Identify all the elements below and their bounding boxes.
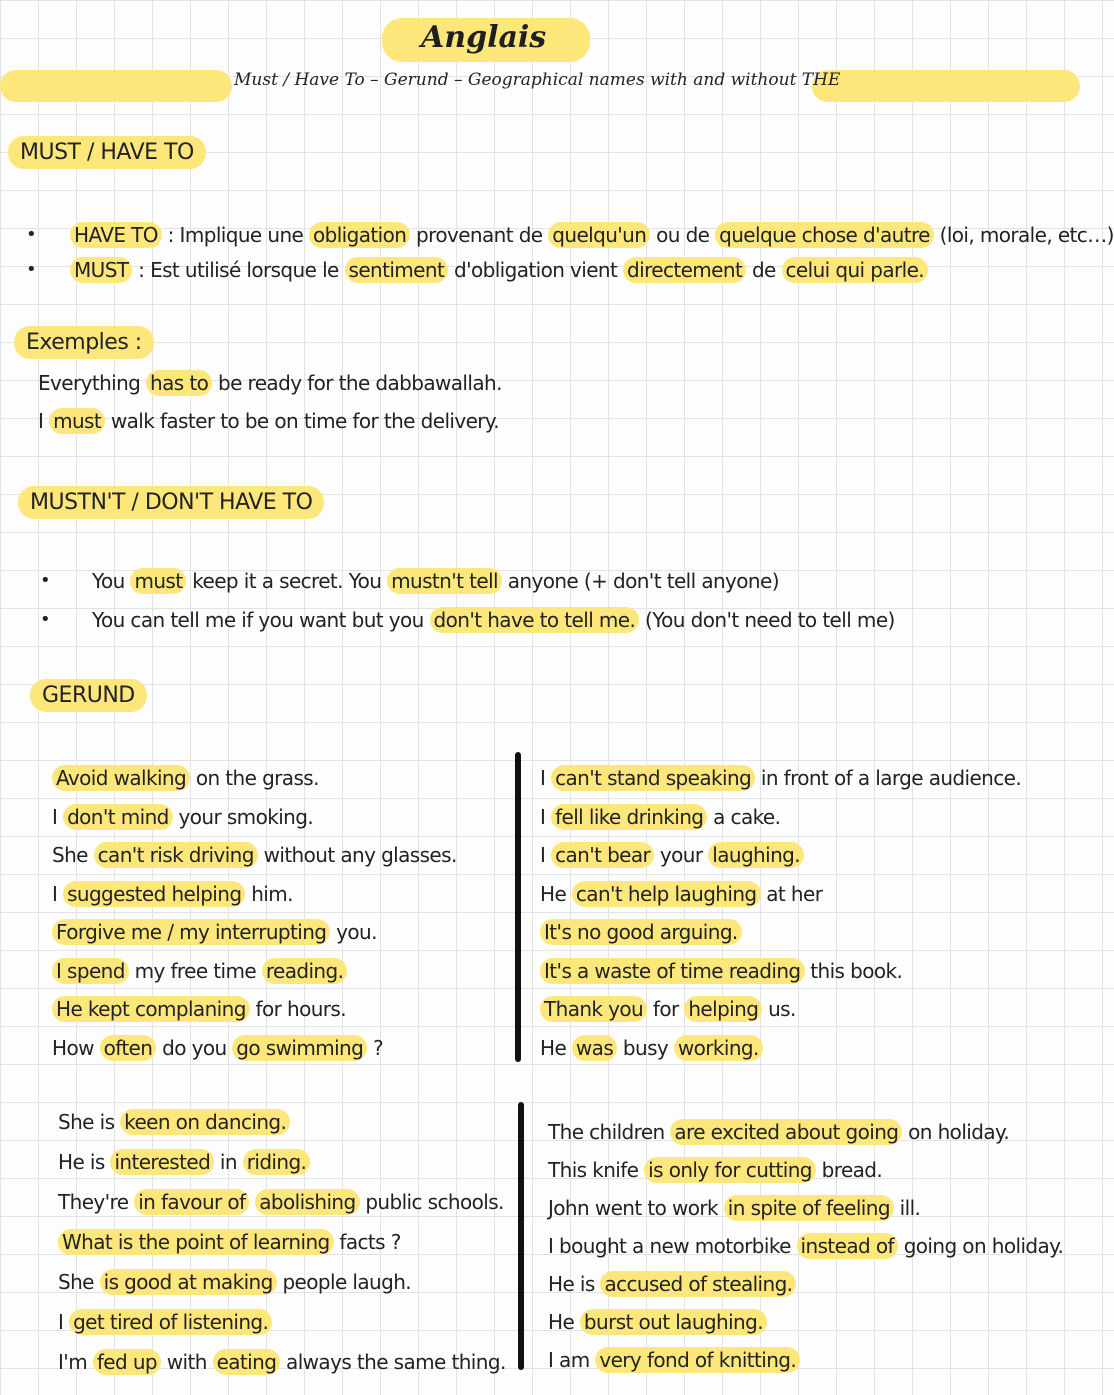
highlighted-text: get tired of listening. xyxy=(69,1309,272,1335)
text-segment: d'obligation vient xyxy=(448,258,624,282)
gerund-example-line xyxy=(540,920,742,944)
highlighted-text: What is the point of learning xyxy=(58,1229,334,1255)
highlighted-text: accused of stealing. xyxy=(600,1271,796,1297)
text-segment: He xyxy=(540,881,572,906)
highlighted-text: abolishing xyxy=(255,1189,359,1215)
text-segment: Everything xyxy=(38,371,147,395)
highlighted-text: has to xyxy=(146,370,212,396)
highlighted-text: in favour of xyxy=(134,1189,249,1215)
text-segment: ? xyxy=(367,1035,383,1060)
gerund-example-line xyxy=(52,882,293,906)
gerund-example-line xyxy=(540,843,804,867)
highlighted-text: HAVE TO xyxy=(70,222,162,248)
text-segment: ou de xyxy=(650,223,716,247)
highlighted-text: MUST xyxy=(70,257,132,283)
text-segment: facts ? xyxy=(333,1230,401,1254)
gerund-example-line xyxy=(540,766,1021,790)
text-segment: on holiday. xyxy=(902,1120,1010,1144)
highlighted-text: can't risk driving xyxy=(94,842,258,868)
gerund-example-line xyxy=(58,1310,272,1334)
highlighted-text: It's a waste of time reading xyxy=(540,958,805,984)
highlighted-text: suggested helping xyxy=(63,881,245,907)
text-segment: people laugh. xyxy=(276,1270,412,1294)
text-segment: for xyxy=(647,997,685,1021)
highlighted-text: in spite of feeling xyxy=(724,1195,894,1221)
text-segment: You xyxy=(92,569,131,593)
bullet-dot: • xyxy=(26,259,37,280)
example-line xyxy=(38,371,502,395)
highlighted-text: Forgive me / my interrupting xyxy=(52,919,330,945)
bullet-dot: • xyxy=(40,570,51,591)
highlighted-text: I spend xyxy=(52,958,129,984)
text-segment: us. xyxy=(762,997,796,1021)
highlighted-text: fed up xyxy=(93,1349,161,1375)
gerund-example-line xyxy=(58,1270,411,1294)
text-segment: on the grass. xyxy=(190,766,319,790)
section-heading-label: GERUND xyxy=(30,679,147,712)
text-segment: She xyxy=(58,1270,100,1294)
highlighted-text: can't help laughing xyxy=(572,881,761,907)
gerund-example-line xyxy=(548,1310,767,1334)
text-segment: walk faster to be on time for the delivery. xyxy=(105,409,500,433)
text-segment: I'm xyxy=(58,1350,93,1374)
highlighted-text: burst out laughing. xyxy=(580,1309,767,1335)
text-segment: be ready for the dabbawallah. xyxy=(212,371,502,395)
gerund-example-line xyxy=(548,1348,800,1372)
highlighted-text: instead of xyxy=(797,1233,898,1259)
text-segment: They're xyxy=(58,1190,135,1214)
text-segment: I am xyxy=(548,1348,596,1372)
text-segment: this book. xyxy=(804,958,903,983)
text-segment: in xyxy=(214,1150,243,1174)
text-segment: my free time xyxy=(128,958,262,983)
text-segment: (loi, morale, etc…) xyxy=(933,223,1114,247)
text-segment: your xyxy=(654,843,709,867)
text-segment: for hours. xyxy=(249,997,346,1021)
text-segment: John went to work xyxy=(548,1196,724,1220)
highlighted-text: celui qui parle. xyxy=(782,257,929,283)
highlighted-text: He kept complaning xyxy=(52,996,250,1022)
text-segment: He xyxy=(548,1310,580,1334)
section-heading-must-have-to xyxy=(8,140,206,165)
rule-line xyxy=(92,569,779,593)
gerund-example-line xyxy=(548,1158,882,1182)
text-segment: de xyxy=(746,258,782,282)
bullet-dot: • xyxy=(40,609,51,630)
text-segment: I xyxy=(58,1310,70,1334)
highlighted-text: working. xyxy=(674,1035,763,1061)
highlighted-text: quelqu'un xyxy=(548,222,650,248)
gerund-example-line xyxy=(58,1190,504,1214)
highlighted-text: often xyxy=(100,1035,157,1061)
highlighted-text: interested xyxy=(110,1149,214,1175)
gerund-example-line xyxy=(58,1350,506,1374)
bullet-dot: • xyxy=(26,224,37,245)
gerund-example-line xyxy=(52,805,313,829)
page-title: Anglais xyxy=(421,20,547,55)
text-segment: : Est utilisé lorsque le xyxy=(132,258,345,282)
highlighted-text: can't bear xyxy=(551,842,654,868)
gerund-example-line xyxy=(548,1234,1063,1258)
text-segment: a cake. xyxy=(707,804,781,829)
examples-heading-label: Exemples : xyxy=(14,326,154,359)
section-heading-gerund xyxy=(30,683,147,708)
text-segment: busy xyxy=(617,1035,674,1060)
gerund-example-line xyxy=(540,959,902,983)
highlighted-text: It's no good arguing. xyxy=(540,919,742,945)
text-segment: She is xyxy=(58,1110,121,1134)
gerund-example-line xyxy=(548,1196,920,1220)
text-segment: with xyxy=(161,1350,213,1374)
gerund-example-line xyxy=(52,959,347,983)
text-segment: public schools. xyxy=(359,1190,504,1214)
text-segment: going on holiday. xyxy=(897,1234,1064,1258)
gerund-example-line xyxy=(52,766,319,790)
text-segment: anyone (+ don't tell anyone) xyxy=(501,569,779,593)
text-segment: He is xyxy=(548,1272,601,1296)
text-segment: This knife xyxy=(548,1158,645,1182)
highlighted-text: don't have to tell me. xyxy=(430,607,640,633)
gerund-example-line xyxy=(52,843,457,867)
text-segment: at her xyxy=(760,881,823,906)
example-line xyxy=(38,409,499,433)
gerund-example-line xyxy=(548,1120,1009,1144)
highlighted-text: Thank you xyxy=(540,996,647,1022)
text-segment: : Implique une xyxy=(161,223,309,247)
text-segment: I xyxy=(540,843,552,867)
header-band-left xyxy=(0,70,232,102)
highlighted-text: are excited about going xyxy=(670,1119,902,1145)
highlighted-text: must xyxy=(130,568,186,594)
text-segment: you. xyxy=(330,920,377,944)
highlighted-text: was xyxy=(572,1035,617,1061)
rule-line xyxy=(70,223,1114,247)
highlighted-text: eating xyxy=(213,1349,281,1375)
highlighted-text: obligation xyxy=(309,222,410,248)
text-segment: How xyxy=(52,1035,100,1060)
gerund-example-line xyxy=(548,1272,796,1296)
gerund-example-line xyxy=(58,1110,290,1134)
column-divider-bottom xyxy=(518,1102,524,1370)
gerund-example-line xyxy=(540,882,822,906)
text-segment: in front of a large audience. xyxy=(755,766,1022,790)
highlighted-text: keen on dancing. xyxy=(120,1109,290,1135)
text-segment: your smoking. xyxy=(172,804,314,829)
text-segment: He is xyxy=(58,1150,111,1174)
rule-line xyxy=(70,258,928,282)
highlighted-text: don't mind xyxy=(63,804,173,830)
text-segment: do you xyxy=(156,1035,233,1060)
highlighted-text: laughing. xyxy=(708,842,804,868)
text-segment: He xyxy=(540,1035,572,1060)
gerund-example-line xyxy=(58,1150,310,1174)
text-segment: I xyxy=(540,804,552,829)
text-segment: (You don't need to tell me) xyxy=(639,608,895,632)
highlighted-text: quelque chose d'autre xyxy=(715,222,934,248)
text-segment: I xyxy=(52,804,64,829)
highlighted-text: helping xyxy=(684,996,762,1022)
text-segment: keep it a secret. You xyxy=(186,569,388,593)
section-heading-mustnt xyxy=(18,490,324,515)
text-segment: him. xyxy=(245,881,293,906)
highlighted-text: go swimming xyxy=(232,1035,367,1061)
text-segment: I bought a new motorbike xyxy=(548,1234,797,1258)
text-segment: She xyxy=(52,843,94,867)
highlighted-text: sentiment xyxy=(345,257,449,283)
examples-heading xyxy=(14,330,154,355)
section-heading-label: MUST / HAVE TO xyxy=(8,136,206,169)
highlighted-text: is only for cutting xyxy=(644,1157,816,1183)
gerund-example-line xyxy=(540,805,780,829)
highlighted-text: is good at making xyxy=(100,1269,277,1295)
highlighted-text: reading. xyxy=(262,958,348,984)
gerund-example-line xyxy=(52,1036,383,1060)
gerund-example-line xyxy=(58,1230,401,1254)
text-segment: I xyxy=(38,409,50,433)
text-segment: The children xyxy=(548,1120,671,1144)
gerund-example-line xyxy=(52,997,346,1021)
text-segment: I xyxy=(52,881,64,906)
text-segment: without any glasses. xyxy=(257,843,457,867)
text-segment: always the same thing. xyxy=(280,1350,506,1374)
gerund-example-line xyxy=(540,997,796,1021)
section-heading-label: MUSTN'T / DON'T HAVE TO xyxy=(18,486,324,519)
highlighted-text: very fond of knitting. xyxy=(595,1347,800,1373)
highlighted-text: Avoid walking xyxy=(52,765,190,791)
gerund-example-line xyxy=(52,920,377,944)
text-segment: You can tell me if you want but you xyxy=(92,608,430,632)
highlighted-text: fell like drinking xyxy=(551,804,707,830)
text-segment: bread. xyxy=(815,1158,883,1182)
gerund-example-line xyxy=(540,1036,763,1060)
highlighted-text: can't stand speaking xyxy=(551,765,755,791)
header-band-right xyxy=(812,70,1080,102)
text-segment: ill. xyxy=(893,1196,921,1220)
text-segment: I xyxy=(540,766,552,790)
page-subtitle: Must / Have To – Gerund – Geographical names with and without THE xyxy=(234,70,841,90)
highlighted-text: directement xyxy=(623,257,746,283)
rule-line xyxy=(92,608,895,632)
highlighted-text: riding. xyxy=(243,1149,311,1175)
highlighted-text: mustn't tell xyxy=(387,568,502,594)
text-segment: provenant de xyxy=(410,223,549,247)
column-divider-top xyxy=(515,752,521,1062)
highlighted-text: must xyxy=(49,408,105,434)
